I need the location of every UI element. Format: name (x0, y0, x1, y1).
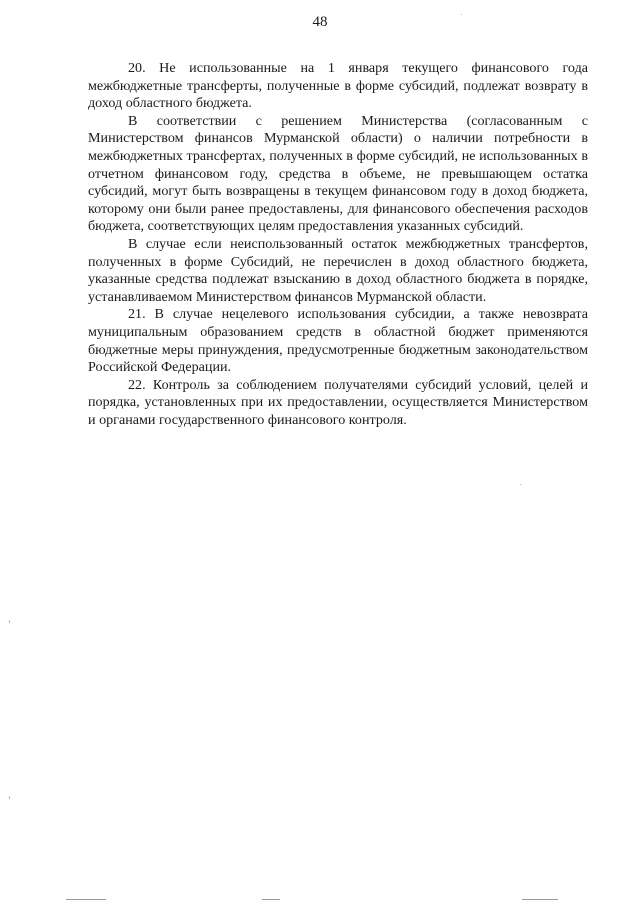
paragraph-22: 22. Контроль за соблюдением получателями субсидий условий, целей и порядка, установленных при их предоставлении, осуществляется Министерством и органами государственного финансового контроля. (88, 376, 588, 428)
bottom-rule-middle (262, 899, 280, 900)
paragraph-return-decision: В соответствии с решением Министерства (согласованным с Министерством финансов Мурманской области) о наличии потребности в межбюджетных трансфертах, полученных в форме субсидий, не использованных в отчетном финансовом году, средства в объеме, не превышающем остатка субсидий, могут быть возвращены в текущем финансовом году в доход бюджета, которому они были ранее предоставлены, для финансового обеспечения расходов бюджета, соответствующих целям предоставления указанных субсидий. (88, 112, 588, 235)
bottom-rule-left (66, 899, 106, 900)
document-body (88, 60, 588, 429)
scan-speck (9, 620, 10, 623)
scan-speck (520, 484, 521, 485)
paragraph-21: 21. В случае нецелевого использования субсидии, а также невозврата муниципальным образованием средств в областной бюджет применяются бюджетные меры принуждения, предусмотренные бюджетным законодательством Российской Федерации. (88, 306, 588, 376)
page-number: 48 (312, 14, 328, 30)
paragraph-recovery: В случае если неиспользованный остаток межбюджетных трансфертов, полученных в форме Субсидий, не перечислен в доход областного бюджета, указанные средства подлежат взысканию в доход областного бюджета в порядке, устанавливаемом Министерством финансов Мурманской области. (88, 235, 588, 305)
scan-speck (461, 14, 462, 15)
paragraph-20: 20. Не использованные на 1 января текущего финансового года межбюджетные трансферты, полученные в форме субсидий, подлежат возврату в доход областного бюджета. (88, 60, 588, 112)
scan-speck (9, 796, 10, 799)
bottom-rule-right (522, 899, 558, 900)
